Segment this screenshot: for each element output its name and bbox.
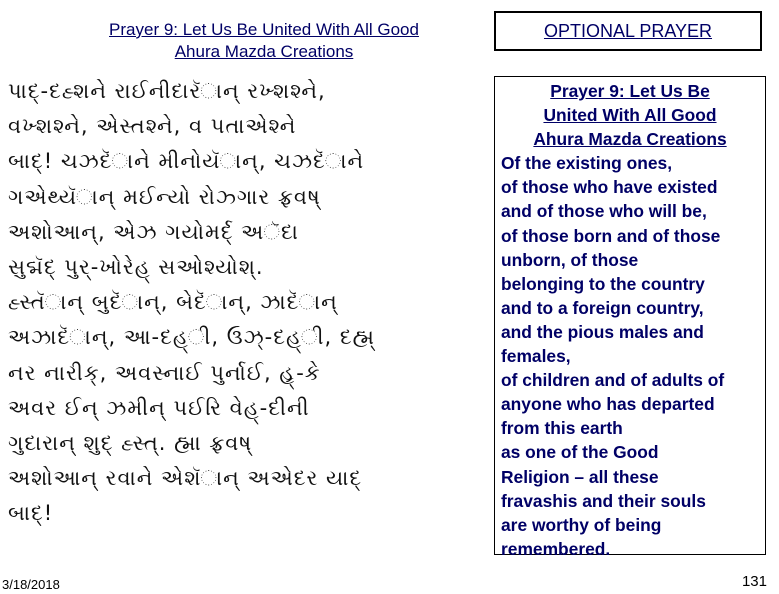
english-body-line: and the pious males and bbox=[501, 321, 704, 342]
english-body-line: females, bbox=[501, 346, 571, 367]
gujarati-line: હ્સ્તૅાન્ બુદૅાન્, બેદૅાન્, ઝાદૅાન્ bbox=[8, 290, 338, 315]
gujarati-line: બાદ્! ચઝદૅાને મીનોયૅાન્, ચઝદૅાને bbox=[8, 149, 365, 174]
english-body-line: anyone who has departed bbox=[501, 394, 715, 415]
page-number: 131 bbox=[741, 573, 767, 590]
english-title-line: Ahura Mazda Creations bbox=[533, 129, 727, 150]
english-translation-title bbox=[501, 79, 759, 151]
english-body-line: as one of the Good bbox=[501, 442, 659, 463]
gujarati-line: અશોઆન્ રવાને એશૅાન્ અએદર યાદ્ bbox=[8, 466, 363, 491]
gujarati-line: અશોઆન્, એઝ ગયોમર્દ્ અૅદા bbox=[8, 219, 299, 244]
english-title-line: United With All Good bbox=[543, 105, 717, 126]
english-title-line: Prayer 9: Let Us Be bbox=[550, 81, 710, 101]
english-body-line: from this earth bbox=[501, 418, 623, 439]
english-translation-box bbox=[494, 76, 766, 559]
english-body-line: and to a foreign country, bbox=[501, 297, 704, 318]
english-body-line: of children and of adults of bbox=[501, 370, 725, 391]
gujarati-line: વખ્શશ્ને, એસ્તશ્ને, વ પતાએશ્ને bbox=[8, 114, 297, 139]
gujarati-line: અઝાદૅાન્, આ-દહ્ી, ઉઝ્-દહ્ી, દહ્મ્ bbox=[8, 325, 375, 350]
gujarati-line: અવર ઈન્ ઝમીન્ પઈરિ વેહ્-દીની bbox=[8, 395, 310, 420]
gujarati-prayer-text bbox=[8, 74, 478, 532]
english-body-line: remembered. bbox=[501, 538, 611, 559]
english-body-line: and of those who will be, bbox=[501, 201, 707, 222]
english-body-line: unborn, of those bbox=[501, 249, 639, 270]
slide-title-line-1: Prayer 9: Let Us Be United With All Good bbox=[109, 20, 419, 39]
gujarati-line: ગએથ્યૅાન્ મઈન્યો રોઝ્ગાર ફ્રવષ્ bbox=[8, 184, 321, 209]
english-body-line: are worthy of being bbox=[501, 514, 662, 535]
optional-prayer-label bbox=[494, 11, 762, 51]
gujarati-line: પાદ્-દહ્શને રાઈનીદારૅાન્ રખ્શશ્ને, bbox=[8, 79, 326, 103]
english-body-line: Of the existing ones, bbox=[501, 153, 673, 174]
slide-title bbox=[63, 19, 465, 63]
gujarati-line: બાદ્! bbox=[8, 501, 54, 526]
english-body-line: of those born and of those bbox=[501, 225, 721, 246]
gujarati-line: નર નારીક્, અવસ્નાઈ પુર્નાઈ, હ્ર્-કે bbox=[8, 360, 321, 385]
gujarati-line: સુદ્મૅદ્ પુર્-ખોરેહ્ સઓશ્યોશ્. bbox=[8, 255, 264, 280]
footer-date: 3/18/2018 bbox=[2, 577, 60, 592]
english-body-line: of those who have existed bbox=[501, 177, 718, 198]
optional-prayer-text: OPTIONAL PRAYER bbox=[543, 20, 713, 41]
english-body-line: Religion – all these bbox=[501, 466, 659, 487]
slide-title-line-2: Ahura Mazda Creations bbox=[174, 42, 354, 61]
english-translation-body bbox=[501, 151, 759, 561]
english-body-line: fravashis and their souls bbox=[501, 490, 706, 511]
gujarati-line: ગુદારાન્ શુદ્ હ્સ્ત્. હ્મા ફ્રવષ્ bbox=[8, 431, 253, 456]
english-body-line: belonging to the country bbox=[501, 273, 705, 294]
